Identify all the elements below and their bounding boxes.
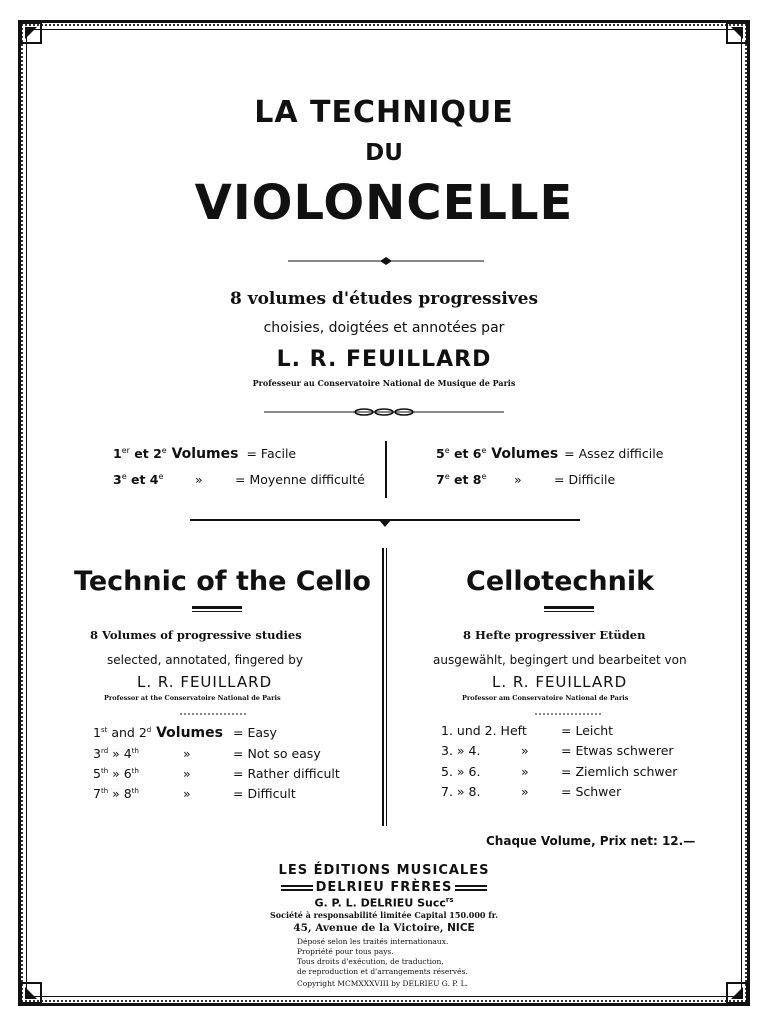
volume-number: 7	[93, 786, 101, 801]
ditto-mark: »	[183, 786, 191, 801]
publisher-brand-text: DELRIEU FRÈRES	[315, 880, 453, 895]
french-level-row	[113, 472, 365, 488]
ordinal-suffix: th	[100, 766, 109, 775]
column-divider	[385, 441, 387, 498]
ditto-mark: »	[108, 766, 124, 781]
german-author-title: Professor am Conservatoire National de Paris	[462, 694, 629, 702]
volume-pair: 1. und 2. Heft	[441, 723, 527, 738]
difficulty-label: = Rather difficult	[233, 766, 340, 781]
volume-pair: 3. » 4.	[441, 743, 481, 758]
address-city: NICE	[447, 922, 475, 934]
ordinal-suffix: e	[161, 446, 167, 455]
ditto-mark: »	[514, 472, 522, 487]
publisher-address	[0, 922, 768, 934]
double-rule	[455, 885, 487, 891]
ditto-mark: »	[521, 743, 529, 758]
ordinal-suffix: rd	[100, 746, 109, 755]
volume-number: 1	[113, 446, 122, 462]
difficulty-label: = Easy	[233, 725, 277, 740]
volume-number: 8	[123, 786, 132, 801]
volume-number: 1	[93, 725, 101, 740]
publisher-brand	[0, 880, 768, 895]
author-name: L. R. FEUILLARD	[276, 347, 492, 372]
section-title-english: Technic of the Cello	[74, 566, 371, 597]
ordinal-suffix: e	[444, 472, 450, 481]
ditto-mark: »	[108, 746, 124, 761]
divider-ornament-icon	[535, 710, 601, 718]
divider-ornament-icon	[288, 255, 484, 267]
french-level-row	[113, 446, 296, 462]
volume-pair: 7. » 8.	[441, 784, 481, 799]
volume-number: 4	[123, 746, 132, 761]
volume-number: 3	[113, 472, 122, 488]
divider-ornament-icon	[180, 710, 246, 718]
corner-ornament-icon	[726, 22, 748, 44]
ditto-mark: »	[521, 764, 529, 779]
difficulty-label: = Difficult	[233, 786, 296, 801]
section-underline	[192, 611, 242, 612]
english-level-row	[93, 746, 321, 761]
volume-number: 6	[472, 446, 482, 462]
german-level-row	[441, 723, 614, 738]
english-description: 8 Volumes of progressive studies	[90, 628, 302, 642]
german-description: ausgewählt, begingert und bearbeitet von	[433, 653, 687, 667]
difficulty-label: = Not so easy	[233, 746, 321, 761]
difficulty-label: = Difficile	[554, 472, 616, 487]
page-title-line2: DU	[365, 140, 403, 166]
conjunction: et	[449, 446, 473, 462]
volumes-word: Volumes	[151, 725, 223, 741]
volume-number: 6	[123, 766, 132, 781]
volume-number: 8	[472, 472, 482, 488]
difficulty-label: = Assez difficile	[564, 446, 664, 462]
section-underline	[544, 611, 594, 612]
german-level-row	[441, 743, 674, 758]
section-title-german: Cellotechnik	[466, 566, 655, 597]
legal-note: de reproduction et d'arrangements réservés.	[297, 967, 468, 976]
volume-number: 4	[149, 472, 159, 488]
ordinal-suffix: er	[121, 446, 130, 455]
english-level-row	[93, 786, 296, 801]
conjunction: and	[107, 725, 139, 740]
english-level-row	[93, 725, 277, 741]
legal-note: Tous droits d'exécution, de traduction,	[297, 957, 444, 966]
ordinal-suffix: st	[100, 725, 108, 734]
ordinal-suffix: e	[444, 446, 450, 455]
difficulty-label: = Leicht	[561, 723, 614, 738]
ordinal-suffix: th	[100, 786, 109, 795]
difficulty-label: = Moyenne difficulté	[235, 472, 365, 487]
german-description: 8 Hefte progressiver Etüden	[463, 628, 646, 642]
ordinal-suffix: e	[158, 472, 164, 481]
price-label: Chaque Volume, Prix net: 12.—	[486, 834, 696, 848]
ordinal-suffix: th	[131, 786, 139, 795]
volume-number: 3	[93, 746, 101, 761]
publisher-successor	[0, 896, 768, 910]
ditto-mark: »	[108, 786, 124, 801]
ordinal-suffix: rs	[445, 896, 454, 904]
french-level-row	[436, 446, 663, 462]
ditto-mark: »	[183, 766, 191, 781]
legal-note: Déposé selon les traités internationaux.	[297, 937, 449, 946]
volumes-word: Volumes	[166, 446, 239, 463]
ditto-mark: »	[183, 746, 191, 761]
subtitle-secondary: choisies, doigtées et annotées par	[263, 320, 505, 336]
conjunction: et	[126, 472, 150, 488]
copyright-note: Copyright MCMXXXVIII by DELRIEU G. P. L.	[297, 979, 468, 988]
column-divider	[382, 548, 384, 826]
subtitle: 8 volumes d'études progressives	[229, 289, 539, 309]
german-level-row	[441, 764, 678, 779]
ordinal-suffix: e	[481, 446, 487, 455]
ordinal-suffix: th	[131, 746, 139, 755]
volume-number: 7	[436, 472, 445, 488]
english-author: L. R. FEUILLARD	[137, 673, 273, 691]
ordinal-suffix: e	[121, 472, 127, 481]
legal-note: Propriété pour tous pays.	[297, 947, 394, 956]
ordinal-suffix: th	[131, 766, 139, 775]
conjunction: et	[129, 446, 154, 462]
divider-ornament-icon	[264, 405, 504, 419]
english-description: selected, annotated, fingered by	[107, 653, 303, 667]
volume-number: 5	[436, 446, 445, 462]
difficulty-label: = Ziemlich schwer	[561, 764, 678, 779]
french-level-row	[436, 472, 616, 488]
difficulty-label: = Facile	[246, 446, 297, 462]
volume-number: 5	[93, 766, 101, 781]
english-author-title: Professor at the Conservatoire National de Paris	[104, 694, 281, 702]
publisher-successor-text: G. P. L. DELRIEU Succ	[314, 896, 446, 910]
ordinal-suffix: e	[481, 472, 487, 481]
ditto-mark: »	[521, 784, 529, 799]
german-author: L. R. FEUILLARD	[492, 673, 628, 691]
ordinal-suffix: d	[146, 725, 152, 734]
section-divider	[190, 515, 580, 529]
corner-ornament-icon	[20, 982, 42, 1004]
volumes-word: Volumes	[486, 446, 559, 463]
publisher-company-info: Société à responsabilité limitée Capital 150.000 fr.	[270, 910, 498, 920]
volume-number: 2	[138, 725, 147, 740]
corner-ornament-icon	[20, 22, 42, 44]
publisher-name: LES ÉDITIONS MUSICALES	[278, 863, 490, 878]
german-level-row	[441, 784, 622, 799]
corner-ornament-icon	[726, 982, 748, 1004]
section-underline	[192, 606, 242, 609]
address-street: 45, Avenue de la Victoire,	[293, 922, 448, 934]
column-divider	[386, 548, 387, 826]
double-rule	[281, 885, 313, 891]
section-underline	[544, 606, 594, 609]
conjunction: et	[449, 472, 473, 488]
ditto-mark: »	[195, 472, 203, 487]
volume-number: 2	[153, 446, 162, 462]
difficulty-label: = Schwer	[561, 784, 622, 799]
english-level-row	[93, 766, 340, 781]
page-title-main: VIOLONCELLE	[194, 175, 574, 231]
author-title: Professeur au Conservatoire National de Musique de Paris	[252, 378, 516, 388]
page-title-line1: LA TECHNIQUE	[254, 95, 514, 130]
volume-pair: 5. » 6.	[441, 764, 481, 779]
difficulty-label: = Etwas schwerer	[561, 743, 674, 758]
